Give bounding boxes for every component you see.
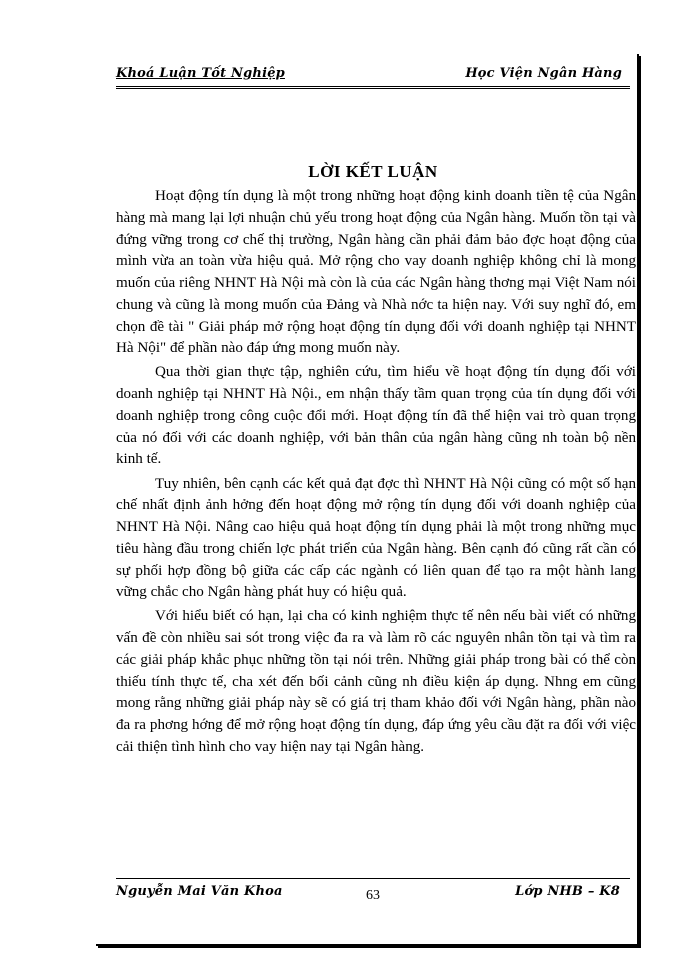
footer-author: Nguyễn Mai Văn Khoa xyxy=(116,884,283,899)
paragraph: Với hiểu biết có hạn, lại cha có kinh nghiệm thực tế nên nếu bài viết có những vấn đề còn nhiều sai sót trong việc đa ra và làm rõ các nguyên nhân tồn tại và tìm ra các giải pháp khắc phục những tồn tại nói trên. Những giải pháp trong bài có thể còn thiếu tính thực tế, cha xét đến bối cảnh cũng nh điều kiện áp dụng. Nhng em cũng mong rằng những giải pháp này sẽ có giá trị tham khảo đối với Ngân hàng, phần nào đa ra phơng hớng để mở rộng hoạt động tín dụng, đáp ứng yêu cầu đặt ra đối với việc cải thiện tình hình cho vay hiện nay tại Ngân hàng. xyxy=(116,608,636,755)
page-footer xyxy=(116,878,630,903)
header-thesis-label: Khoá Luận Tốt Nghiệp xyxy=(116,66,285,81)
paragraph: Qua thời gian thực tập, nghiên cứu, tìm hiểu về hoạt động tín dụng đối với doanh nghiệp tại NHNT Hà Nội., em nhận thấy tầm quan trọng của tín dụng đối với doanh nghiệp trong công cuộc đổi mới. Hoạt động tín đã thể hiện vai trò quan trọng của nó đối với các doanh nghiệp, với bản thân của ngân hàng cũng nh toàn bộ nền kinh tế. xyxy=(116,364,636,468)
paragraph: Hoạt động tín dụng là một trong những hoạt động kinh doanh tiền tệ của Ngân hàng mà mang lại lợi nhuận chủ yếu trong hoạt động của Ngân hàng. Muốn tồn tại và đứng vững trong cơ chế thị trường, Ngân hàng cần phải đảm bảo đợc hoạt động của mình vừa an toàn vừa hiệu quả. Mở rộng cho vay doanh nghiệp không chỉ là mong muốn của riêng NHNT Hà Nội mà còn là của các Ngân hàng thơng mại Việt Nam nói chung và cũng là mong muốn của Đảng và Nhà nớc ta hiện nay. Với suy nghĩ đó, em chọn đề tài " Giải pháp mở rộng hoạt động tín dụng đối với doanh nghiệp tại NHNT Hà Nội" để phần nào đáp ứng mong muốn này. xyxy=(116,188,636,357)
conclusion-body xyxy=(116,186,636,761)
page-number: 63 xyxy=(366,888,380,903)
page-header xyxy=(116,64,630,89)
page-title: LỜI KẾT LUẬN xyxy=(308,162,438,181)
footer-class: Lớp NHB – K8 xyxy=(515,884,620,899)
header-institution-label: Học Viện Ngân Hàng xyxy=(465,66,622,81)
paragraph: Tuy nhiên, bên cạnh các kết quả đạt đợc thì NHNT Hà Nội cũng có một số hạn chế nhất định ảnh hởng đến hoạt động mở rộng tín dụng đối với doanh nghiệp của NHNT Hà Nội. Nâng cao hiệu quả hoạt động tín dụng phải là một trong những mục tiêu hàng đầu trong chiến lợc phát triển của Ngân hàng. Bên cạnh đó cũng rất cần có sự phối hợp đồng bộ giữa các cấp các ngành có liên quan để tạo ra một hành lang vững chắc cho Ngân hàng phát huy có hiệu quả. xyxy=(116,475,636,601)
